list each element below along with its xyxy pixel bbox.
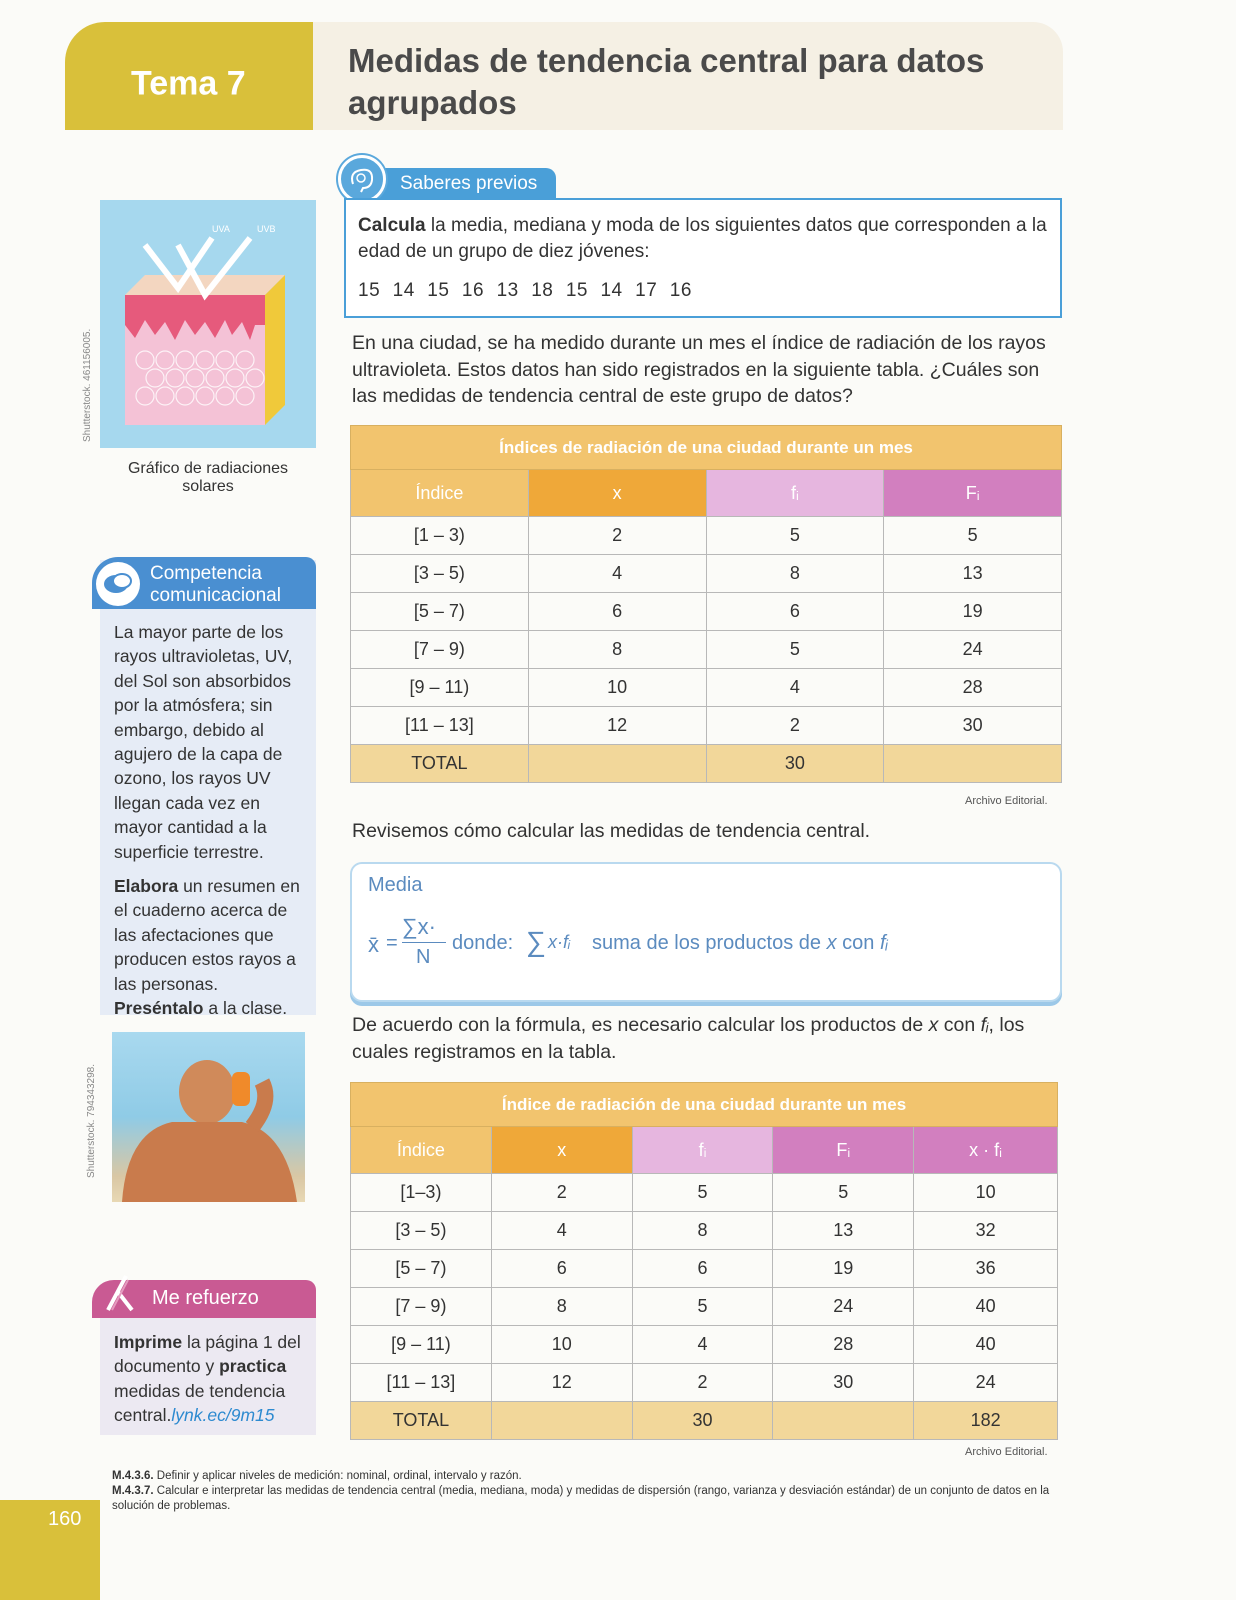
table-cell: [3 – 5) [351,1212,492,1250]
saberes-text [358,213,1058,265]
table-row [351,631,1062,669]
table-cell: 4 [528,555,706,593]
uvb-label: UVB [257,224,276,234]
table-cell: 24 [773,1288,914,1326]
tema-tab [65,22,313,130]
note1-text: Definir y aplicar niveles de medición: nominal, ordinal, intervalo y razón. [153,1470,522,1482]
table-cell: 40 [914,1326,1058,1364]
table-row [351,1250,1058,1288]
photo-credit-1: Shutterstock. 461156005. [82,328,93,442]
note1-code: M.4.3.6. [112,1470,154,1482]
table-cell: 4 [632,1326,773,1364]
table-cell: 8 [528,631,706,669]
formula-numerator: ∑x· [402,914,437,939]
sigma-symbol: ∑ [526,926,546,957]
table-cell: [11 – 13] [351,1364,492,1402]
note2-text: Calcular e interpretar las medidas de tendencia central (media, mediana, moda) y medidas de dispersión (rango, varianza y desviación estándar) de un conjunto de datos en la solución de problemas. [112,1485,1050,1512]
table-cell [884,745,1062,783]
lambda-icon [100,1270,146,1321]
table-cell [773,1402,914,1440]
table-cell: 5 [632,1174,773,1212]
table2-header-indice: Índice [351,1127,492,1174]
refuerzo-title: Me refuerzo [152,1287,259,1309]
table1-total-row [351,745,1062,783]
table-cell: 19 [884,593,1062,631]
table2-header-x: x [491,1127,632,1174]
table-row [351,669,1062,707]
saberes-tab [370,168,556,202]
table-cell: 5 [706,517,884,555]
table-cell: [9 – 11) [351,669,529,707]
competencia-para2-mid: un resumen en el cuaderno acerca de las afectaciones que producen estos rayos a las personas. [114,876,300,994]
illustration-caption: Gráfico de radiaciones solares [127,460,289,495]
table-cell: 28 [773,1326,914,1364]
practica-word: practica [219,1356,287,1377]
table-cell: TOTAL [351,745,529,783]
acuerdo-x: x [928,1014,939,1036]
table-cell: 2 [528,517,706,555]
table2-caption: Índice de radiación de una ciudad durante un mes [351,1083,1058,1127]
note2-code: M.4.3.7. [112,1485,154,1497]
competencia-text [114,620,310,1031]
competencia-para2-end: a la clase. [203,998,288,1019]
refuerzo-mid2: medidas de tendencia central. [114,1380,286,1426]
desc-x: x [826,932,837,954]
table-cell: 24 [884,631,1062,669]
imprime-word: Imprime [114,1332,183,1352]
table-cell: [1–3) [351,1174,492,1212]
data-value: 16 [461,280,485,301]
sum-expression: x·fᵢ [548,932,571,952]
table-row [351,1364,1058,1402]
tema-label: Tema 7 [131,64,246,103]
table-cell: [9 – 11) [351,1326,492,1364]
acuerdo-pre: De acuerdo con la fórmula, es necesario calcular los productos de [352,1014,929,1036]
desc-f: fᵢ [879,932,889,954]
presentalo-word: Preséntalo [114,998,204,1019]
intro-paragraph: En una ciudad, se ha medido durante un mes el índice de radiación de los rayos ultravioleta. Estos datos han sido registrados en la siguiente tabla. ¿Cuáles son las medidas de tendencia central de este grupo de datos? [352,332,1046,407]
table1-header-indice: Índice [351,470,529,517]
table-cell: 12 [528,707,706,745]
competencia-title: Competencia comunicacional [150,563,281,606]
page-title: Medidas de tendencia central para datos agrupados [348,42,985,121]
table-cell: 6 [706,593,884,631]
table-cell: 8 [632,1212,773,1250]
table-cell: 6 [632,1250,773,1288]
brain-icon [338,155,386,203]
data-value: 15 [565,280,588,301]
acuerdo-con: con [938,1014,981,1036]
table2-header-fi: fᵢ [632,1127,773,1174]
calcula-word: Calcula [358,215,426,236]
fraction-bar [402,942,446,943]
table-cell: 8 [706,555,884,593]
table-cell: 28 [884,669,1062,707]
table-cell: 4 [491,1212,632,1250]
uva-label: UVA [212,224,230,234]
table-row [351,517,1062,555]
desc-con: con [842,932,875,954]
speech-bubble-icon [96,562,140,606]
table1-header-Fi: Fᵢ [884,470,1062,517]
data-value: 15 [427,280,450,301]
solar-radiation-illustration [100,200,316,448]
table2-header-Fi: Fᵢ [773,1127,914,1174]
saberes-body: la media, mediana y moda de los siguientes datos que corresponden a la edad de un grupo de diez jóvenes: [358,215,1047,262]
table-cell: 12 [491,1364,632,1402]
refuerzo-mid1: la página 1 del documento y [114,1332,301,1377]
table-row [351,1174,1058,1212]
footer-note-2 [112,1484,1052,1514]
table-row [351,1288,1058,1326]
table2-total-row [351,1402,1058,1440]
table-cell: 24 [914,1364,1058,1402]
photo-credit-2: Shutterstock. 794343298. [86,1064,97,1178]
competencia-para1: La mayor parte de los rayos ultravioletas, UV, del Sol son absorbidos por la atmósfera; sin embargo, debido al agujero de la capa de ozono, los rayos UV llegan cada vez en mayor cantidad a la superficie terrestre. [114,622,293,862]
table-cell: 2 [491,1174,632,1212]
table-cell: 19 [773,1250,914,1288]
table-cell: 6 [491,1250,632,1288]
radiation-table-2 [350,1082,1058,1440]
table-cell: [7 – 9) [351,631,529,669]
table-cell: 182 [914,1402,1058,1440]
elabora-word: Elabora [114,876,179,897]
table-row [351,1212,1058,1250]
data-value: 13 [496,280,519,301]
table-cell: 5 [884,517,1062,555]
equals-sign: = [386,932,398,954]
refuerzo-link[interactable]: lynk.ec/9m15 [171,1405,275,1426]
table-cell: 30 [884,707,1062,745]
table-cell: [7 – 9) [351,1288,492,1326]
sunbathing-man-photo [112,1032,305,1202]
table-cell: 2 [632,1364,773,1402]
acuerdo-post: , los cuales registramos en la tabla. [352,1014,1025,1063]
data-value: 14 [392,280,415,301]
table-cell: 13 [884,555,1062,593]
refuerzo-text [114,1330,310,1428]
table-cell: 6 [528,593,706,631]
table-row [351,593,1062,631]
media-title: Media [368,874,423,896]
radiation-table-1 [350,425,1062,783]
formula-description [592,932,888,955]
table-cell: 32 [914,1212,1058,1250]
table-cell: [5 – 7) [351,593,529,631]
table-cell: 8 [491,1288,632,1326]
table-cell: 13 [773,1212,914,1250]
data-value: 18 [531,280,554,301]
table-cell: 5 [773,1174,914,1212]
table-cell: 30 [706,745,884,783]
table-cell: 5 [632,1288,773,1326]
competencia-para2 [114,874,310,1020]
table1-caption: Índices de radiación de una ciudad durante un mes [351,426,1062,470]
table2-source: Archivo Editorial. [965,1446,1048,1458]
table-cell: 30 [632,1402,773,1440]
data-value: 15 [358,280,381,301]
table-cell: [3 – 5) [351,555,529,593]
table-cell: 4 [706,669,884,707]
table-row [351,555,1062,593]
data-value: 16 [669,280,692,301]
saberes-label: Saberes previos [400,173,538,194]
table-cell: 36 [914,1250,1058,1288]
desc-pre: suma de los productos de [592,932,822,954]
table-cell: [1 – 3) [351,517,529,555]
acuerdo-f: fᵢ [980,1014,989,1036]
data-value: 17 [635,280,658,301]
table-cell: 30 [773,1364,914,1402]
table-cell: 10 [528,669,706,707]
footer-note-1 [112,1469,1052,1484]
table-cell: TOTAL [351,1402,492,1440]
formula-denominator: N [416,946,431,968]
revisemos-text: Revisemos cómo calcular las medidas de tendencia central. [352,820,871,842]
table2-header-xfi: x · fᵢ [914,1127,1058,1174]
table-cell: [11 – 13] [351,707,529,745]
table-cell: 40 [914,1288,1058,1326]
table-row [351,707,1062,745]
page-number: 160 [48,1508,82,1530]
table1-header-x: x [528,470,706,517]
table-cell: 5 [706,631,884,669]
table-cell [528,745,706,783]
table-cell: 10 [914,1174,1058,1212]
table-cell: 2 [706,707,884,745]
saberes-data [358,280,704,302]
donde-label: donde: [452,932,514,954]
table-cell: [5 – 7) [351,1250,492,1288]
xbar-symbol: x̄ [368,932,379,957]
acuerdo-paragraph [352,1012,1064,1065]
data-value: 14 [600,280,623,301]
table1-header-fi: fᵢ [706,470,884,517]
table-cell [491,1402,632,1440]
table-row [351,1326,1058,1364]
table1-source: Archivo Editorial. [965,795,1048,807]
table-cell: 10 [491,1326,632,1364]
